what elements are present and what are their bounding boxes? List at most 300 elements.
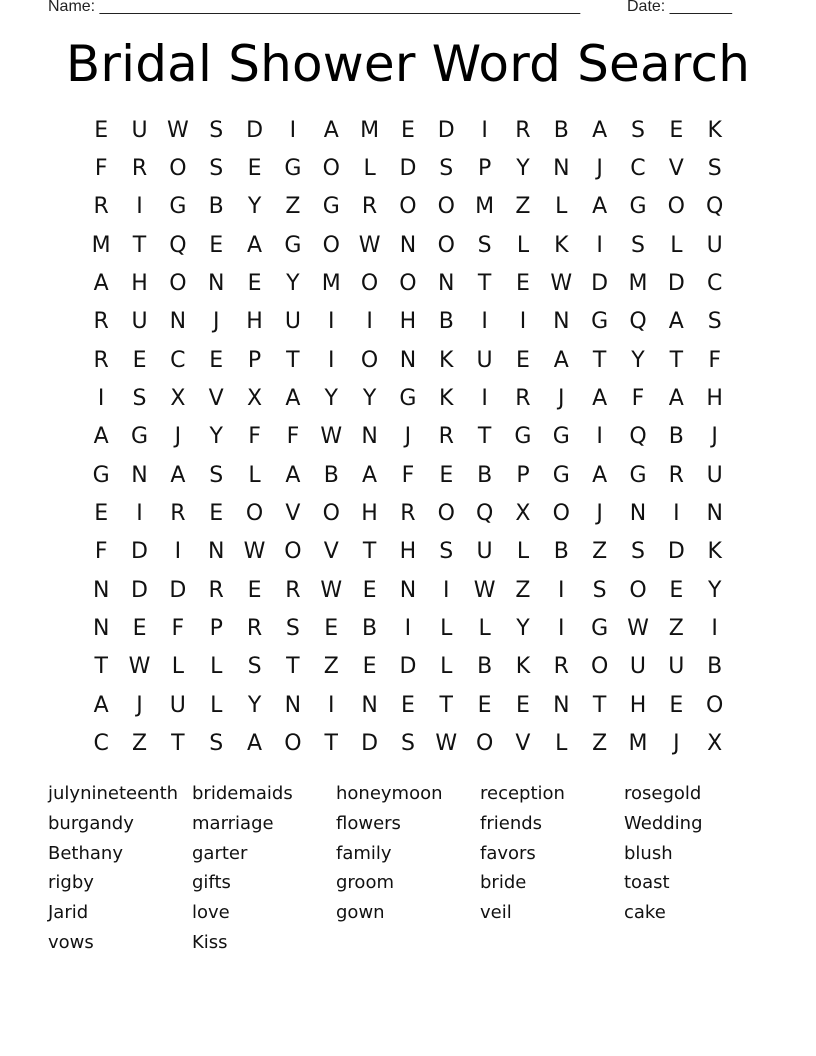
word-list-item: julynineteenth [48,783,179,804]
grid-letter: T [477,424,492,450]
grid-letter: R [553,654,569,680]
grid-letter: X [170,386,186,412]
grid-letter: Z [515,194,531,220]
grid-letter: T [592,347,607,373]
grid-letter: N [92,577,110,603]
grid-letter: D [399,156,417,182]
grid-letter: I [289,117,297,143]
grid-letter: A [93,424,109,450]
grid-letter: K [439,347,454,373]
grid-letter: W [128,654,151,680]
grid-letter: O [322,232,340,258]
grid-letter: S [707,309,722,335]
grid-letter: G [591,616,609,642]
grid-letter: T [439,692,453,718]
grid-letter: P [209,616,223,642]
grid-letter: E [400,692,415,718]
grid-letter: L [478,616,491,642]
grid-letter: J [174,424,182,450]
grid-letter: P [516,462,530,488]
grid-letter: O [245,501,264,527]
grid-letter: N [284,692,302,718]
grid-letter: I [327,692,335,718]
grid-letter: E [247,271,262,297]
letter-grid [82,111,734,763]
grid-letter: G [322,194,340,220]
grid-letter: S [209,156,224,182]
grid-letter: H [246,309,263,335]
grid-letter: H [399,539,417,565]
grid-letter: X [515,501,531,527]
grid-letter: Q [629,424,647,450]
grid-letter: I [404,616,412,642]
grid-letter: E [362,577,377,603]
grid-letter: F [94,156,108,182]
grid-letter: O [322,156,340,182]
grid-letter: U [629,654,647,680]
grid-letter: U [131,117,148,143]
grid-letter: Z [592,731,608,757]
grid-letter: N [553,692,570,718]
grid-letter: O [284,731,302,757]
grid-letter: G [552,462,570,488]
grid-letter: S [631,539,645,565]
grid-letter: W [320,577,343,603]
grid-letter: E [400,117,415,143]
grid-letter: Y [516,616,530,642]
word-list-item: veil [480,902,512,924]
grid-letter: O [437,232,455,258]
word-list-item: gifts [192,872,231,894]
grid-letter: B [362,616,378,642]
grid-letter: I [519,309,527,335]
grid-letter: N [207,539,225,565]
grid-letter: L [210,654,223,680]
grid-letter: L [516,539,530,565]
grid-letter: S [285,616,300,642]
grid-letter: A [592,194,608,220]
grid-letter: O [706,692,724,718]
grid-letter: I [136,194,143,220]
grid-letter: V [285,501,301,527]
grid-letter: W [243,539,266,565]
word-list-item: Kiss [192,931,228,953]
grid-letter: G [629,194,647,220]
grid-letter: I [136,501,143,527]
grid-letter: E [477,692,492,718]
name-field-label: Name: ______________________________________________________ [48,0,581,15]
grid-letter: A [285,462,301,488]
grid-letter: R [93,347,109,373]
grid-letter: S [439,156,454,182]
grid-letter: E [516,271,530,297]
word-list-item: vows [48,931,94,953]
grid-letter: E [439,462,454,488]
grid-letter: R [170,501,186,527]
grid-letter: J [558,386,565,412]
word-list-item: family [336,842,392,864]
grid-letter: A [592,117,608,143]
grid-letter: G [514,424,532,450]
grid-letter: W [550,271,573,297]
word-list-item: garter [192,842,248,864]
grid-letter: Z [131,731,148,757]
grid-letter: M [91,232,111,258]
grid-letter: R [131,156,148,182]
grid-letter: I [558,616,565,642]
grid-letter: H [361,501,378,527]
grid-letter: L [171,654,184,680]
grid-letter: L [440,654,453,680]
grid-letter: T [286,654,300,680]
grid-letter: I [596,232,603,258]
grid-letter: I [596,424,603,450]
header-row [48,0,748,20]
grid-letter: A [170,462,186,488]
word-list-item: love [192,902,230,924]
grid-letter: F [248,424,261,450]
grid-letter: D [399,654,417,680]
grid-letter: S [209,117,224,143]
grid-letter: R [400,501,416,527]
word-list-item: bride [480,872,527,894]
grid-letter: A [247,232,263,258]
grid-letter: S [247,654,262,680]
grid-letter: E [209,347,224,373]
grid-letter: D [169,577,187,603]
grid-letter: O [629,577,647,603]
grid-letter: L [670,232,683,258]
grid-letter: N [92,616,110,642]
grid-letter: V [208,386,224,412]
grid-letter: U [284,309,301,335]
grid-letter: N [399,347,417,373]
grid-letter: Y [247,194,262,220]
grid-letter: N [553,156,570,182]
grid-letter: Y [209,424,223,450]
grid-letter: W [473,577,496,603]
grid-letter: H [399,309,417,335]
grid-letter: E [247,156,262,182]
grid-letter: M [628,731,648,757]
grid-letter: S [631,232,645,258]
grid-letter: Z [592,539,608,565]
grid-letter: Y [707,577,722,603]
word-list-item: Jarid [48,902,89,924]
word-list-item: Bethany [48,842,123,864]
grid-letter: G [284,156,302,182]
grid-letter: T [171,731,185,757]
grid-letter: N [169,309,187,335]
word-list-item: favors [480,842,536,864]
grid-letter: I [558,577,565,603]
grid-letter: K [554,232,569,258]
word-list-item: reception [480,783,565,804]
grid-letter: W [358,232,381,258]
grid-letter: E [94,117,109,143]
grid-letter: F [401,462,415,488]
grid-letter: T [94,654,108,680]
grid-letter: M [321,271,341,297]
grid-letter: G [591,309,609,335]
grid-letter: D [131,539,148,565]
grid-letter: J [673,731,680,757]
word-list-item: rosegold [624,783,702,804]
word-list-item: Wedding [624,812,703,834]
grid-letter: Q [169,232,187,258]
word-list-item: cake [624,902,666,924]
grid-letter: C [630,156,646,182]
grid-letter: E [669,117,684,143]
word-list-item: bridemaids [192,783,293,804]
grid-letter: L [440,616,453,642]
grid-letter: J [711,424,718,450]
grid-letter: N [399,577,417,603]
grid-letter: O [475,731,494,757]
grid-letter: D [131,577,148,603]
grid-letter: A [93,271,109,297]
grid-letter: S [209,731,224,757]
grid-letter: B [477,462,493,488]
grid-letter: I [673,501,680,527]
grid-letter: O [284,539,302,565]
grid-letter: J [596,156,603,182]
grid-letter: W [435,731,458,757]
grid-letter: H [131,271,148,297]
grid-letter: N [361,692,378,718]
grid-letter: K [515,654,531,680]
grid-letter: R [285,577,301,603]
grid-letter: B [208,194,224,220]
grid-letter: E [209,501,224,527]
grid-letter: G [399,386,417,412]
grid-letter: U [169,692,186,718]
word-list-item: blush [624,842,673,864]
grid-letter: K [707,117,722,143]
grid-letter: K [707,539,722,565]
grid-letter: T [477,271,492,297]
grid-letter: O [169,156,187,182]
grid-letter: H [629,692,647,718]
grid-letter: R [668,462,684,488]
grid-letter: Z [323,654,339,680]
grid-letter: V [515,731,531,757]
grid-letter: O [322,501,340,527]
grid-letter: V [323,539,339,565]
grid-letter: F [708,347,721,373]
grid-letter: Q [475,501,494,527]
word-list-item: toast [624,872,670,894]
grid-letter: A [93,692,109,718]
grid-letter: X [247,386,263,412]
grid-letter: N [706,501,723,527]
grid-letter: M [628,271,648,297]
grid-letter: E [132,347,147,373]
grid-letter: X [707,731,723,757]
page-title: Bridal Shower Word Search [65,35,751,93]
grid-letter: O [667,194,685,220]
grid-letter: G [629,462,647,488]
grid-letter: E [132,616,147,642]
grid-letter: O [399,271,417,297]
grid-letter: T [362,539,377,565]
grid-letter: L [210,692,223,718]
grid-letter: G [552,424,570,450]
grid-letter: O [437,501,455,527]
grid-letter: A [668,309,684,335]
grid-letter: O [552,501,570,527]
grid-letter: Y [362,386,377,412]
grid-letter: R [93,194,109,220]
grid-letter: C [93,731,109,757]
grid-letter: N [207,271,225,297]
grid-letter: F [94,539,108,565]
grid-letter: Z [515,577,531,603]
grid-letter: Y [286,271,300,297]
grid-letter: A [247,731,263,757]
grid-letter: W [627,616,649,642]
grid-letter: G [284,232,302,258]
word-list-item: rigby [48,872,94,894]
grid-letter: B [553,539,569,565]
grid-letter: Z [668,616,684,642]
grid-letter: M [475,194,495,220]
grid-letter: B [323,462,339,488]
word-list-item: burgandy [48,812,134,834]
grid-letter: E [669,692,684,718]
grid-letter: I [174,539,182,565]
grid-letter: D [667,539,685,565]
grid-letter: Y [631,347,645,373]
grid-letter: D [437,117,455,143]
grid-letter: O [360,347,379,373]
grid-letter: L [516,232,530,258]
grid-letter: F [286,424,300,450]
grid-letter: Q [706,194,724,220]
grid-letter: S [132,386,147,412]
grid-letter: C [706,271,723,297]
grid-letter: L [555,194,568,220]
grid-letter: E [247,577,262,603]
grid-letter: Q [629,309,647,335]
word-list-item: honeymoon [336,783,443,804]
grid-letter: E [94,501,109,527]
grid-letter: A [323,117,339,143]
grid-letter: I [366,309,373,335]
word-list [48,779,768,958]
grid-letter: I [711,616,718,642]
grid-letter: A [553,347,569,373]
grid-letter: U [476,347,493,373]
grid-letter: B [707,654,723,680]
grid-letter: H [706,386,723,412]
grid-letter: Y [516,156,530,182]
word-list-item: friends [480,812,543,834]
grid-letter: W [166,117,189,143]
grid-letter: S [631,117,645,143]
word-list-item: gown [336,902,385,924]
date-field-label: Date: _______ [627,0,732,15]
grid-letter: T [324,731,338,757]
grid-letter: T [286,347,300,373]
grid-letter: A [592,462,608,488]
grid-letter: N [629,501,647,527]
grid-letter: G [92,462,110,488]
grid-letter: D [667,271,685,297]
grid-letter: C [170,347,186,373]
grid-letter: R [515,386,531,412]
grid-letter: V [668,156,684,182]
grid-letter: A [592,386,608,412]
grid-letter: O [169,271,187,297]
grid-letter: F [171,616,185,642]
grid-letter: J [404,424,412,450]
grid-letter: N [131,462,148,488]
grid-letter: J [136,692,143,718]
grid-letter: T [592,692,607,718]
grid-letter: O [399,194,417,220]
grid-letter: T [669,347,684,373]
grid-letter: E [516,692,530,718]
grid-letter: O [590,654,609,680]
grid-letter: O [360,271,379,297]
word-list-item: marriage [192,812,274,834]
grid-letter: P [477,156,492,182]
grid-letter: I [481,386,488,412]
grid-letter: R [361,194,378,220]
grid-letter: W [320,424,343,450]
grid-letter: B [477,654,493,680]
grid-letter: B [438,309,454,335]
grid-letter: A [285,386,301,412]
grid-letter: I [327,309,335,335]
grid-letter: Y [247,692,262,718]
grid-letter: Y [324,386,338,412]
grid-letter: E [669,577,684,603]
grid-letter: I [327,347,335,373]
grid-letter: N [361,424,378,450]
grid-letter: U [131,309,148,335]
grid-letter: M [360,117,380,143]
grid-letter: S [209,462,224,488]
grid-letter: E [362,654,377,680]
grid-letter: J [212,309,220,335]
grid-letter: I [481,117,488,143]
word-list-item: groom [336,872,394,894]
grid-letter: N [438,271,455,297]
grid-letter: E [516,347,530,373]
grid-letter: S [400,731,415,757]
grid-letter: A [362,462,378,488]
grid-letter: G [169,194,187,220]
grid-letter: R [93,309,109,335]
grid-letter: S [707,156,722,182]
grid-letter: S [477,232,492,258]
grid-letter: I [481,309,488,335]
grid-letter: P [247,347,262,373]
grid-letter: U [706,462,723,488]
grid-letter: Z [285,194,301,220]
grid-letter: R [246,616,263,642]
grid-letter: N [553,309,570,335]
grid-letter: E [324,616,339,642]
grid-letter: R [515,117,531,143]
grid-letter: D [246,117,264,143]
grid-letter: K [439,386,454,412]
grid-letter: L [363,156,376,182]
grid-letter: B [553,117,569,143]
grid-letter: I [97,386,105,412]
